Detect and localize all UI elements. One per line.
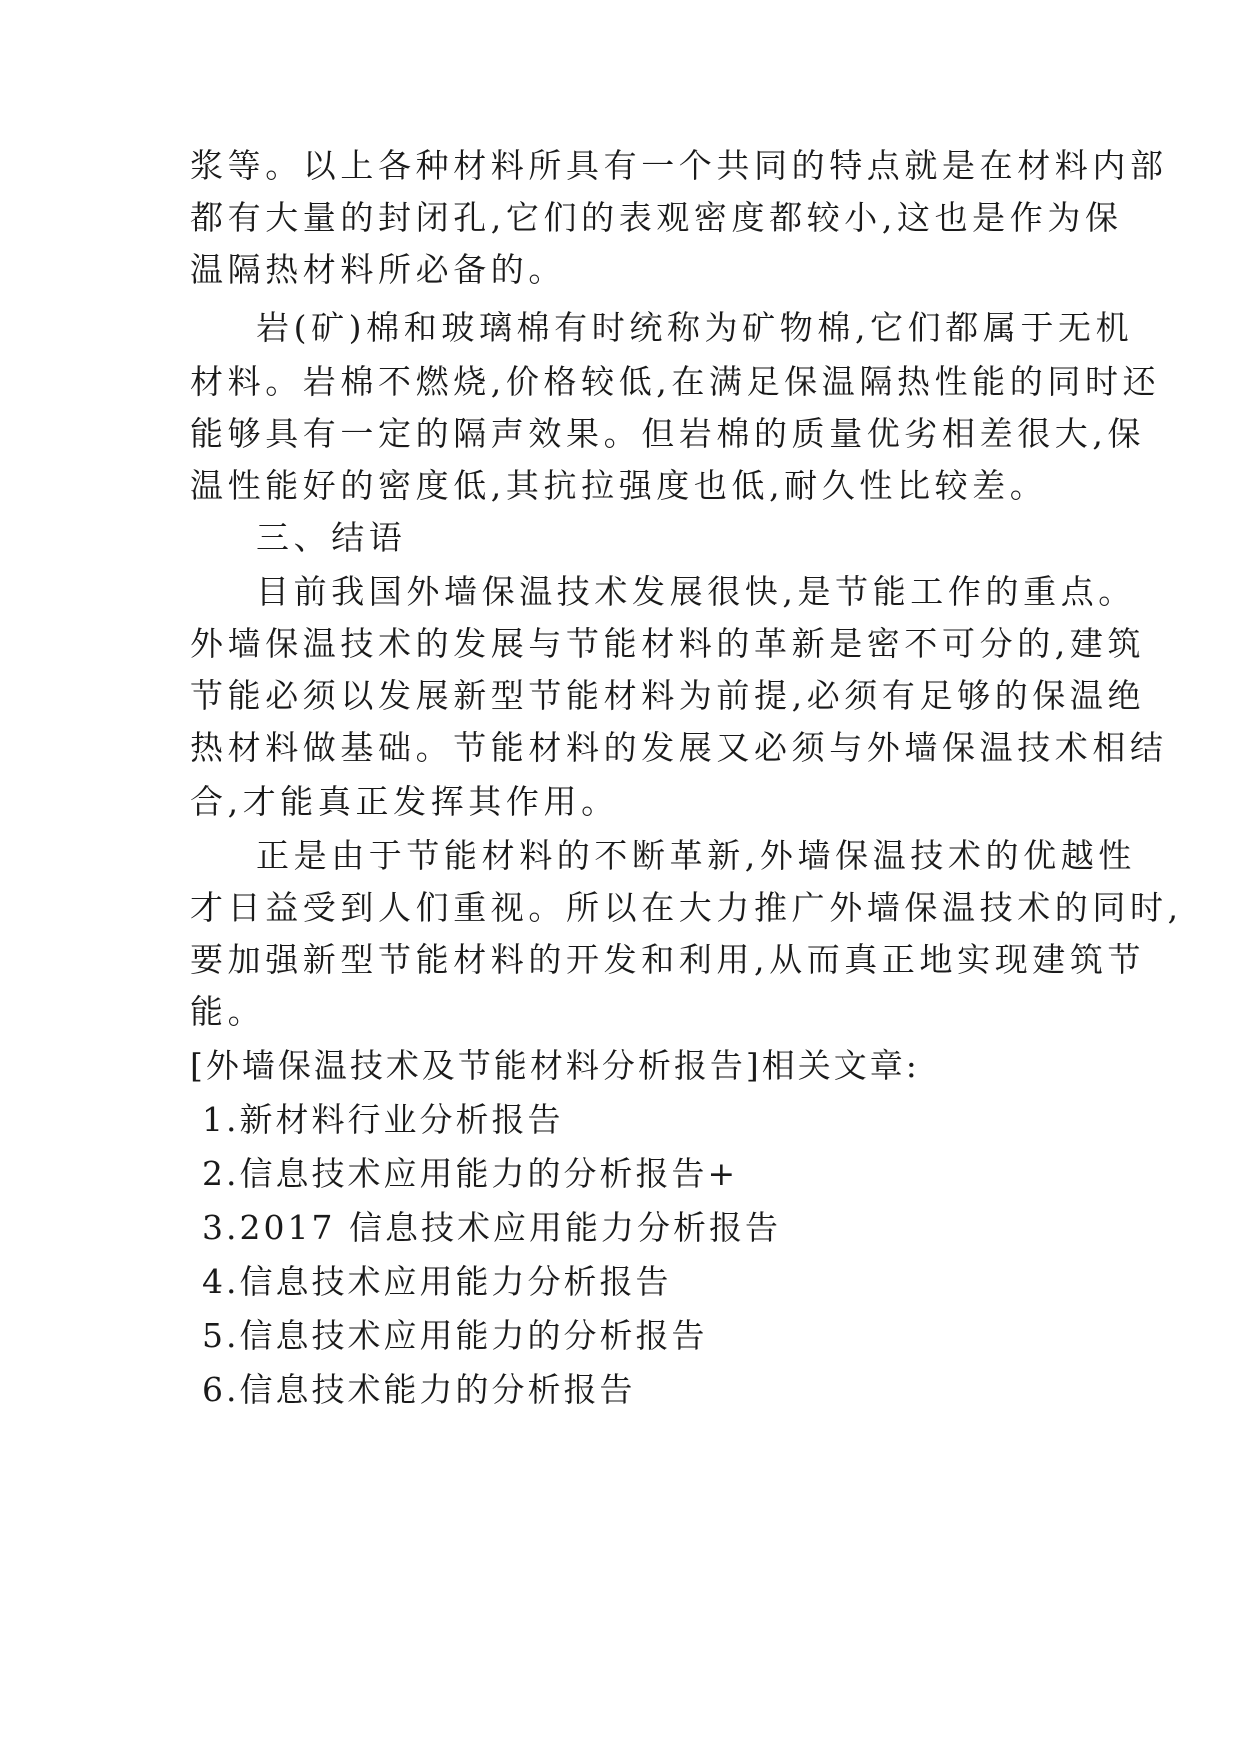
paragraph-line: 节能必须以发展新型节能材料为前提,必须有足够的保温绝 xyxy=(190,676,1146,715)
related-link[interactable]: 2.信息技术应用能力的分析报告+ xyxy=(202,1154,739,1193)
paragraph-line: 热材料做基础。节能材料的发展又必须与外墙保温技术相结 xyxy=(190,728,1168,767)
paragraph-line: 能够具有一定的隔声效果。但岩棉的质量优劣相差很大,保 xyxy=(190,414,1146,453)
paragraph-line: 才日益受到人们重视。所以在大力推广外墙保温技术的同时, xyxy=(190,888,1183,927)
section-heading: 三、结语 xyxy=(256,518,407,557)
paragraph-line: 温性能好的密度低,其抗拉强度也低,耐久性比较差。 xyxy=(190,466,1048,505)
paragraph-line: 目前我国外墙保温技术发展很快,是节能工作的重点。 xyxy=(256,572,1136,611)
paragraph-line: 外墙保温技术的发展与节能材料的革新是密不可分的,建筑 xyxy=(190,624,1146,663)
paragraph-line: 岩(矿)棉和玻璃棉有时统称为矿物棉,它们都属于无机 xyxy=(256,308,1134,347)
related-link[interactable]: 3.2017 信息技术应用能力分析报告 xyxy=(202,1208,781,1247)
paragraph-line: 要加强新型节能材料的开发和利用,从而真正地实现建筑节 xyxy=(190,940,1146,979)
paragraph-line: 合,才能真正发挥其作用。 xyxy=(190,782,619,821)
paragraph-line: 温隔热材料所必备的。 xyxy=(190,250,566,289)
paragraph-line: 都有大量的封闭孔,它们的表观密度都较小,这也是作为保 xyxy=(190,198,1123,237)
related-heading: [外墙保温技术及节能材料分析报告]相关文章: xyxy=(190,1046,920,1085)
related-link[interactable]: 5.信息技术应用能力的分析报告 xyxy=(202,1316,708,1355)
paragraph-line: 材料。岩棉不燃烧,价格较低,在满足保温隔热性能的同时还 xyxy=(190,362,1161,401)
paragraph-line: 能。 xyxy=(190,992,266,1031)
related-link[interactable]: 4.信息技术应用能力分析报告 xyxy=(202,1262,672,1301)
paragraph-line: 浆等。以上各种材料所具有一个共同的特点就是在材料内部 xyxy=(190,146,1168,185)
related-link[interactable]: 6.信息技术能力的分析报告 xyxy=(202,1370,636,1409)
related-link[interactable]: 1.新材料行业分析报告 xyxy=(202,1100,564,1139)
paragraph-line: 正是由于节能材料的不断革新,外墙保温技术的优越性 xyxy=(256,836,1136,875)
